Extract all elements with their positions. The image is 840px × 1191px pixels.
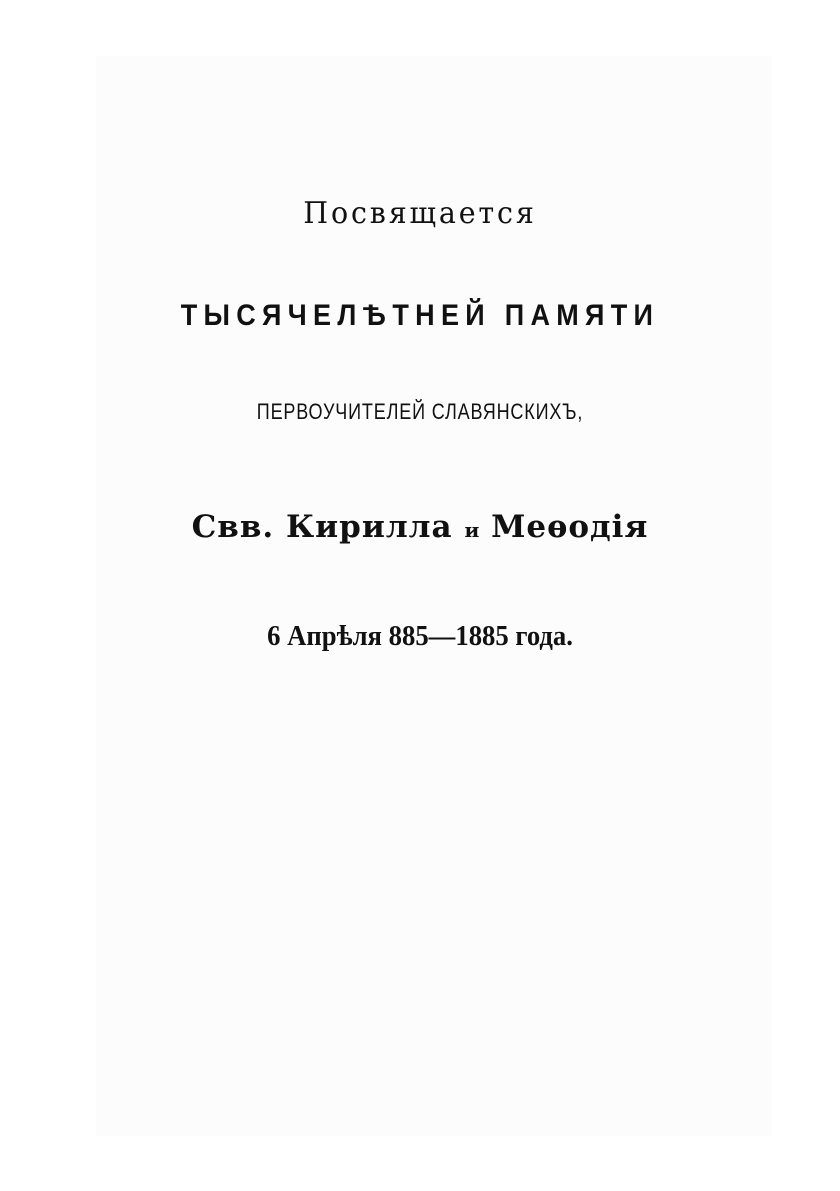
saints-conjunction: и [464,518,480,542]
saints-line [0,508,840,549]
saint-cyril: Кирилла [285,509,453,545]
date-line: 6 Апрѣля 885—1885 года. [267,620,573,652]
dedication-line: Посвящается [303,196,537,231]
memory-line: ТЫСЯЧЕЛѢТНЕЙ ПАМЯТИ [180,299,660,332]
saints-prefix: Свв. [191,509,275,545]
saint-methodius: Меѳодія [491,509,649,545]
teachers-line: ПЕРВОУЧИТЕЛЕЙ СЛАВЯНСКИХЪ, [256,399,584,424]
